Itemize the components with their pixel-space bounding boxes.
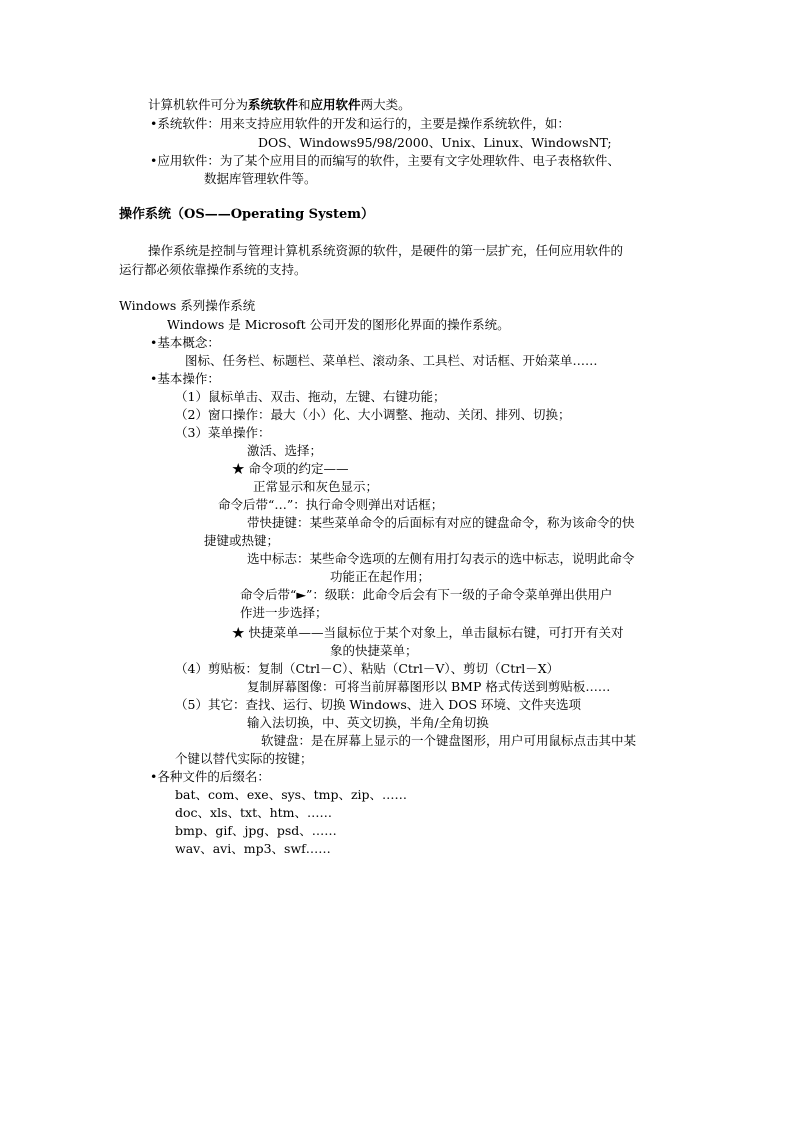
windows-description: Windows 是 Microsoft 公司开发的图形化界面的操作系统。 xyxy=(167,317,510,332)
soft-keyboard-line2: 个键以替代实际的按键； xyxy=(175,751,313,766)
context-menu-line1: ★ 快捷菜单——当鼠标位于某个对象上，单击鼠标右键，可打开有关对 xyxy=(232,625,624,640)
operation-3: （3）菜单操作： xyxy=(175,425,271,440)
file-extensions-1: bat、com、exe、sys、tmp、zip、…… xyxy=(175,787,408,802)
operation-4: （4）剪贴板：复制（Ctrl－C）、粘贴（Ctrl－V）、剪切（Ctrl－X） xyxy=(175,661,560,676)
menu-check-line2: 功能正在起作用； xyxy=(330,569,431,584)
system-software-line1: •系统软件：用来支持应用软件的开发和运行的，主要是操作系统软件，如： xyxy=(150,116,570,131)
system-software-line2: DOS、Windows95/98/2000、Unix、Linux、WindowsNT; xyxy=(258,135,612,150)
menu-shortcut-line1: 带快捷键：某些菜单命令的后面标有对应的键盘命令，称为该命令的快 xyxy=(247,515,635,530)
menu-ellipsis: 命令后带“…”：执行命令则弹出对话框； xyxy=(218,497,444,512)
basic-concept-label: •基本概念： xyxy=(150,335,220,350)
other-input-switch: 输入法切换，中、英文切换，半角/全角切换 xyxy=(247,715,489,730)
intro-text-b: 两大类。 xyxy=(360,97,411,112)
file-extensions-3: bmp、gif、jpg、psd、…… xyxy=(175,823,337,838)
menu-normal-gray: 正常显示和灰色显示； xyxy=(253,479,379,494)
menu-check-line1: 选中标志：某些命令选项的左侧有用打勾表示的选中标志，说明此命令 xyxy=(247,551,635,566)
file-extensions-2: doc、xls、txt、htm、…… xyxy=(175,805,333,820)
os-heading: 操作系统（OS——Operating System） xyxy=(119,207,374,222)
operation-2: （2）窗口操作：最大（小）化、大小调整、拖动、关闭、排列、切换； xyxy=(175,407,571,422)
intro-text-and: 和 xyxy=(298,97,311,112)
menu-activate: 激活、选择； xyxy=(247,443,323,458)
intro-bold-application-software: 应用软件 xyxy=(310,97,361,112)
intro-line xyxy=(148,96,411,114)
file-extensions-4: wav、avi、mp3、swf…… xyxy=(175,841,331,856)
operation-1: （1）鼠标单击、双击、拖动，左键、右键功能； xyxy=(175,389,446,404)
intro-bold-system-software: 系统软件 xyxy=(248,97,299,112)
clipboard-screen-copy: 复制屏幕图像：可将当前屏幕图形以 BMP 格式传送到剪贴板…… xyxy=(247,679,611,694)
menu-arrow-line2: 作进一步选择； xyxy=(240,605,328,620)
menu-arrow-line1: 命令后带“►”：级联：此命令后会有下一级的子命令菜单弹出供用户 xyxy=(240,587,613,602)
context-menu-line2: 象的快捷菜单； xyxy=(330,643,418,658)
file-extensions-label: •各种文件的后缀名： xyxy=(150,769,270,784)
intro-text-a: 计算机软件可分为 xyxy=(148,97,249,112)
soft-keyboard-line1: 软键盘：是在屏幕上显示的一个键盘图形，用户可用鼠标点击其中某 xyxy=(261,733,637,748)
os-paragraph-line1: 操作系统是控制与管理计算机系统资源的软件，是硬件的第一层扩充，任何应用软件的 xyxy=(148,243,624,258)
application-software-line2: 数据库管理软件等。 xyxy=(204,171,317,186)
basic-ops-label: •基本操作： xyxy=(150,371,220,386)
menu-command-conventions: ★ 命令项的约定—— xyxy=(232,461,349,476)
menu-shortcut-line2: 捷键或热键； xyxy=(204,533,280,548)
application-software-line1: •应用软件：为了某个应用目的而编写的软件，主要有文字处理软件、电子表格软件、 xyxy=(150,153,620,168)
basic-concept-items: 图标、任务栏、标题栏、菜单栏、滚动条、工具栏、对话框、开始菜单…… xyxy=(185,353,598,368)
os-paragraph-line2: 运行都必须依靠操作系统的支持。 xyxy=(119,262,307,277)
operation-5: （5）其它：查找、运行、切换 Windows、进入 DOS 环境、文件夹选项 xyxy=(175,697,582,712)
windows-title: Windows 系列操作系统 xyxy=(119,298,256,313)
